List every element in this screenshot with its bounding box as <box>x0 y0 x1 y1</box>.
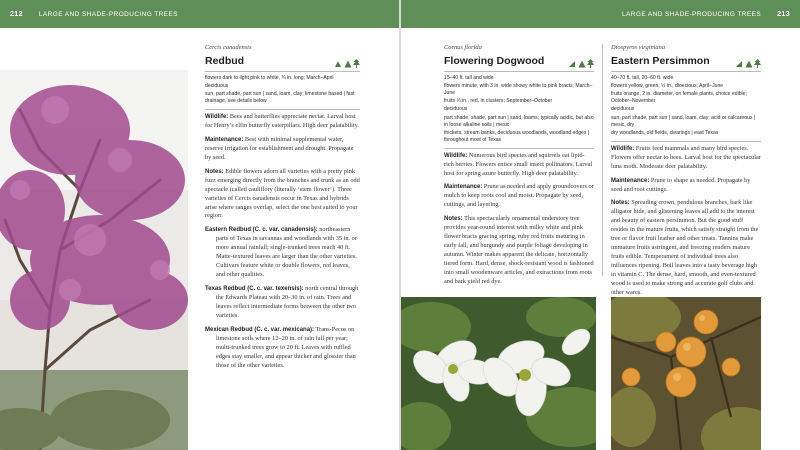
left-running-head: LARGE AND SHADE-PRODUCING TREES <box>38 10 178 18</box>
dogwood-common-name <box>444 54 594 68</box>
maintenance-paragraph: Maintenance: Prune to shape as needed. Propagate by seed and root cuttings. <box>611 176 751 193</box>
meta-line: fruits ⅓ in., red, in clusters; September–October <box>444 98 553 105</box>
persimmon-body <box>611 145 761 298</box>
tree-icon <box>353 59 360 68</box>
dogwood-title: Flowering Dogwood <box>444 54 545 67</box>
divider <box>611 141 761 142</box>
notes-paragraph: Notes: Edible flowers adorn all varieties with a pretty pink fuzz emerging directly from the branches and trunk as an odd spectacle (called cauliflory (literally ‘stem flower’). Three varieties of Cercis canadensis occur in Texas and hybrids arise where ranges overlap, select the one best suited to your region: <box>205 167 360 220</box>
redbud-common-name <box>205 54 360 68</box>
maintenance-paragraph: Maintenance: Best with minimal supplemental water, reserve irrigation for establishment and drought. Propagate by seed. <box>205 135 354 161</box>
notes-paragraph: Notes: Spreading crown, pendulous branches, bark like alligator hide, and glistening leaves all add to the interest and beauty of eastern persimmon. But the good stuff resides in the mature fruits, which satisfy straight from the tree or flavor fruit leather and other treats. Tannins make immature fruits astringent, and freezing renders mature fruits edible. Temperament of individual trees also influences ripening. Boil leaves into a tasty beverage high in vitamin C. The dense, hard, smooth, and even-textured wood is used to make strong and accurate golf clubs and other wares. <box>611 199 759 296</box>
redbud-body <box>205 113 360 370</box>
left-page-number: 212 <box>10 10 23 18</box>
redbud-meta <box>205 71 360 105</box>
persimmon-common-name <box>611 54 761 68</box>
persimmon-title: Eastern Persimmon <box>611 54 710 67</box>
dogwood-body <box>444 152 594 287</box>
wildlife-paragraph: Wildlife: Numerous bird species and squirrels eat lipid-rich berries. Flowers entice small insect pollinators. Larval host for spring azure butterfly. High deer palatability. <box>444 151 593 177</box>
meta-line: deciduous <box>444 106 468 113</box>
divider <box>205 109 360 110</box>
dogwood-meta <box>444 71 594 144</box>
persimmon-photo <box>611 297 761 450</box>
redbud-scientific-name: Cercis canadensis <box>205 44 252 51</box>
wildlife-paragraph: Wildlife: Bees and butterflies appreciate nectar. Larval host for Henry’s elfin butterfly caterpillars. High deer palatability. <box>205 113 359 130</box>
meta-line: deciduous <box>611 106 635 113</box>
shade-icon <box>745 60 753 68</box>
dogwood-condition-icons <box>568 59 594 68</box>
right-running-head: LARGE AND SHADE-PRODUCING TREES <box>622 10 762 18</box>
redbud-condition-icons <box>334 59 360 68</box>
persimmon-scientific-name: Diospyros virginiana <box>611 44 666 51</box>
divider <box>444 148 594 149</box>
persimmon-condition-icons <box>735 59 761 68</box>
redbud-title: Redbud <box>205 54 245 67</box>
meta-line: 15–40 ft. tall and wide <box>444 74 494 81</box>
tree-icon <box>587 59 594 68</box>
meta-line: sun, part shade, part sun | sand, loam, clay; limestone based | fast drainage, see details below <box>205 91 355 105</box>
notes-paragraph: Notes: This spectacularly ornamental understory tree provides year-round interest with milky white and pink flower bracts gracing spring, ruby red fruits maturing in early fall, and burgundy and purple foliage developing in autumn. Winter makes apparent the delicate, horizontally tiered form. Hard, dense, shock-resistant wood is fashioned into small woodenware articles, and extractions from roots and bark yield red dye. <box>444 215 594 285</box>
meta-line: flowers dark to light pink to white, ¼ in. long; March–April <box>205 74 334 81</box>
meta-line: thickets, stream banks, deciduous woodlands, woodland edges | throughout most of Texas <box>444 129 590 143</box>
meta-line: flowers minute, with 3 in. wide showy white to pink bracts; March–June <box>444 83 593 96</box>
meta-line: dry woodlands, old fields, clearings | east Texas <box>611 129 719 136</box>
meta-line: deciduous <box>205 83 229 90</box>
maintenance-paragraph: Maintenance: Prune as needed and apply groundcovers or mulch to keep roots cool and moist. Propagate by seed, cuttings, and layering. <box>444 183 594 209</box>
shade-icon <box>578 60 586 68</box>
meta-line: 40–70 ft. tall, 20–60 ft. wide <box>611 74 674 81</box>
meta-line: flowers yellow, green, ½ in., dioecious; April–June <box>611 83 724 90</box>
dogwood-scientific-name: Cornus florida <box>444 44 482 51</box>
part-shade-icon <box>568 60 576 68</box>
left-running-header <box>0 0 399 28</box>
dogwood-entry <box>444 44 594 292</box>
variety-paragraph: Texas Redbud (C. c. var. texensis): north central through the Edwards Plateau with 20–30 in. of rain. Trees and leaves reflect intermediate forms between the other two varieties. <box>205 285 359 319</box>
tree-icon <box>754 59 761 68</box>
column-divider <box>602 44 603 276</box>
part-shade-icon <box>735 60 743 68</box>
redbud-entry <box>205 44 360 375</box>
part-shade-icon <box>334 60 342 68</box>
wildlife-paragraph: Wildlife: Fruits feed mammals and many bird species. Flowers offer nectar to bees. Larval host for the spectacular luna moth. Moderate deer palatability. <box>611 144 761 170</box>
persimmon-meta <box>611 71 761 137</box>
right-running-header <box>401 0 800 28</box>
meta-line: sun, part shade, part sun | sand, loam, clay; acid or calcareous | mesic, dry <box>611 114 756 128</box>
meta-line: part shade, shade, part sun | sand, loams; typically acidic, but also in loose alkaline soils | mesic <box>444 114 594 128</box>
variety-paragraph: Mexican Redbud (C. c. var. mexicana): Trans-Pecos on limestone soils where 12–20 in. of rain fall per year; multi-trunked trees grow to 20 ft. Leaves with ruffled edges stay smaller, and appear thicker and glossier than those of the other varieties. <box>205 325 356 369</box>
redbud-photo <box>0 70 188 450</box>
persimmon-entry <box>611 44 761 303</box>
meta-line: fruits orange, 2 in. diameter, on female plants, choice edible; October–November <box>611 91 747 105</box>
variety-paragraph: Eastern Redbud (C. c. var. canadensis): northeastern parts of Texas in savannas and woodlands with 35 in. or more annual rainfall; single-trunked trees reach 40 ft. Matte-textured leaves are larger than the other varieties. Cultivars feature white or double flowers, red leaves, and other qualities. <box>205 226 357 279</box>
right-page-number: 213 <box>777 10 790 18</box>
dogwood-photo <box>401 297 596 450</box>
shade-icon <box>344 60 352 68</box>
